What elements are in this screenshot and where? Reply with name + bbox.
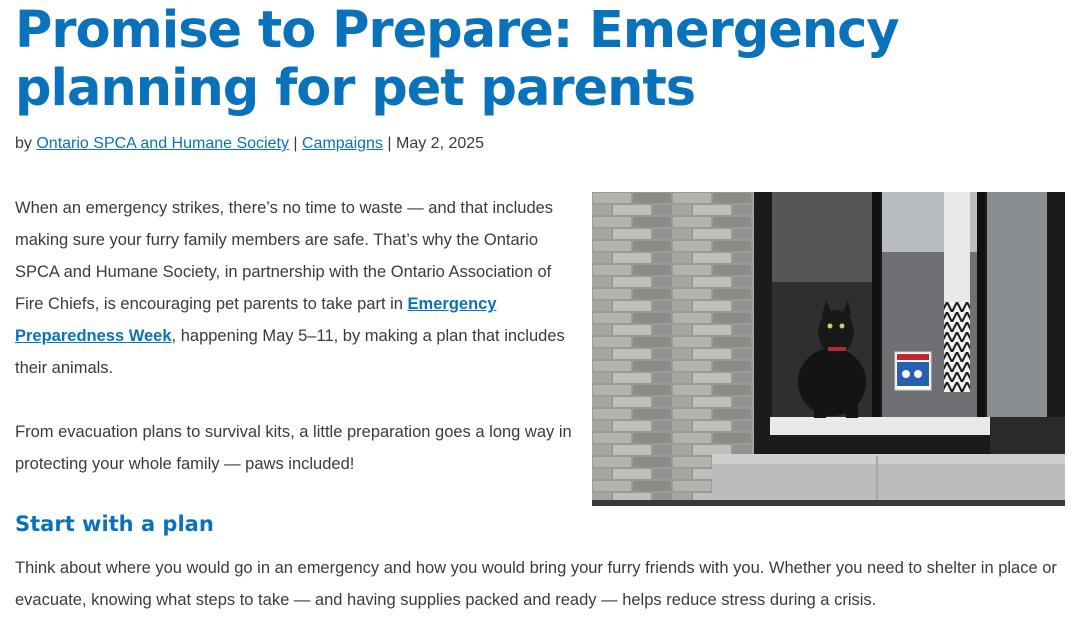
patterned-pillow [944,302,970,392]
section-heading: Start with a plan [15,512,214,536]
page-title: Promise to Prepare: Emergency planning for pet parents [15,1,899,118]
byline-separator: | [293,135,298,152]
publish-date: May 2, 2025 [396,135,485,152]
paragraph-plan: Think about where you would go in an emergency and how you would bring your furry friends with you. Whether you need to shelter in place or evacuate, knowing what steps to take — and having supplies packed and ready — helps reduce stress during a crisis. [15,559,1057,609]
author-link[interactable]: Ontario SPCA and Humane Society [36,135,289,152]
byline [15,133,484,155]
stone-ledge [712,464,1065,500]
article-image [592,192,1065,506]
paragraph-evacuation: From evacuation plans to survival kits, a little preparation goes a long way in protecting your whole family — paws included! [15,423,572,473]
intro-text-end: , happening May 5–11, by making a plan that includes their animals. [15,327,565,377]
window-sill [770,417,990,435]
intro-text-start: When an emergency strikes, there’s no time to waste — and that includes making sure your furry family members are safe. That’s why the Ontario SPCA and Humane Society, in partnership with the Ontario Association of Fire Chiefs, is encouraging pet parents to take part in [15,199,554,313]
byline-separator: | [387,135,392,152]
byline-prefix: by [15,135,32,152]
category-link[interactable]: Campaigns [302,135,383,152]
emergency-preparedness-week-link[interactable]: Emergency Preparedness Week [15,295,497,345]
animals-inside-sticker [895,352,931,390]
intro-paragraph [15,192,575,384]
